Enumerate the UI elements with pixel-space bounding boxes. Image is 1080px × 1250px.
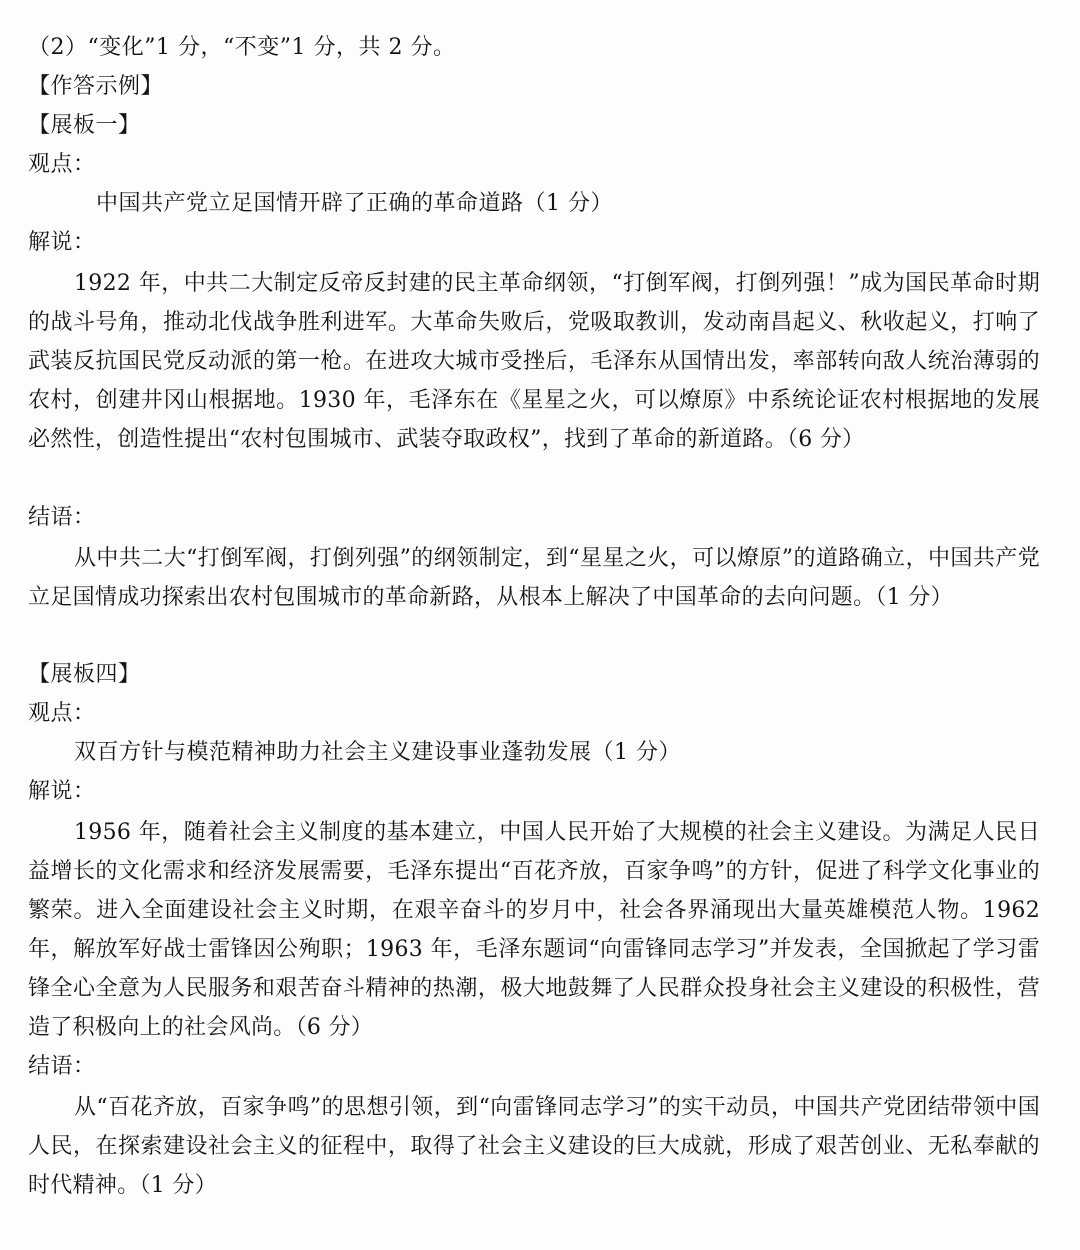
panel1-conclusion-label: 结语： <box>28 505 96 530</box>
panel4-conclusion-label: 结语： <box>28 1054 96 1079</box>
panel4-heading: 【展板四】 <box>28 662 141 687</box>
panel4-conclusion-paragraph: 从“百花齐放，百家争鸣”的思想引领，到“向雷锋同志学习”的实干动员，中国共产党团结带领中国人民，在探索建设社会主义的征程中，取得了社会主义建设的巨大成就，形成了艰苦创业、无私奉献的时代精神。（1 分） <box>28 1095 1040 1198</box>
panel4-explain-paragraph: 1956 年，随着社会主义制度的基本建立，中国人民开始了大规模的社会主义建设。为满足人民日益增长的文化需求和经济发展需要，毛泽东提出“百花齐放，百家争鸣”的方针，促进了科学文化事业的繁荣。进入全面建设社会主义时期，在艰辛奋斗的岁月中，社会各界涌现出大量英雄模范人物。1962 年，解放军好战士雷锋因公殉职；1963 年，毛泽东题词“向雷锋同志学习”并发表，全国掀起了学习雷锋全心全意为人民服务和艰苦奋斗精神的热潮，极大地鼓舞了人民群众投身社会主义建设的积极性，营造了积极向上的社会风尚。（6 分） <box>28 820 1041 1040</box>
score-note: （2）“变化”1 分，“不变”1 分，共 2 分。 <box>28 35 456 60</box>
panel1-view-label: 观点： <box>28 152 96 177</box>
panel1-conclusion-paragraph: 从中共二大“打倒军阀，打倒列强”的纲领制定，到“星星之火，可以燎原”的道路确立，中国共产党立足国情成功探索出农村包围城市的革命新路，从根本上解决了中国革命的去向问题。（1 分） <box>28 546 1040 610</box>
example-heading: 【作答示例】 <box>28 74 164 99</box>
panel4-explain-label: 解说： <box>28 779 96 804</box>
panel1-explain-label: 解说： <box>28 230 96 255</box>
panel4-view-text: 双百方针与模范精神助力社会主义建设事业蓬勃发展（1 分） <box>74 740 681 765</box>
panel1-heading: 【展板一】 <box>28 113 141 138</box>
panel1-view-text: 中国共产党立足国情开辟了正确的革命道路（1 分） <box>96 191 613 216</box>
panel1-explain-paragraph: 1922 年，中共二大制定反帝反封建的民主革命纲领，“打倒军阀，打倒列强！”成为国民革命时期的战斗号角，推动北伐战争胜利进军。大革命失败后，党吸取教训，发动南昌起义、秋收起义，打响了武装反抗国民党反动派的第一枪。在进攻大城市受挫后，毛泽东从国情出发，率部转向敌人统治薄弱的农村，创建井冈山根据地。1930 年，毛泽东在《星星之火，可以燎原》中系统论证农村根据地的发展必然性，创造性提出“农村包围城市、武装夺取政权”，找到了革命的新道路。（6 分） <box>28 271 1040 452</box>
panel4-view-label: 观点： <box>28 701 96 726</box>
